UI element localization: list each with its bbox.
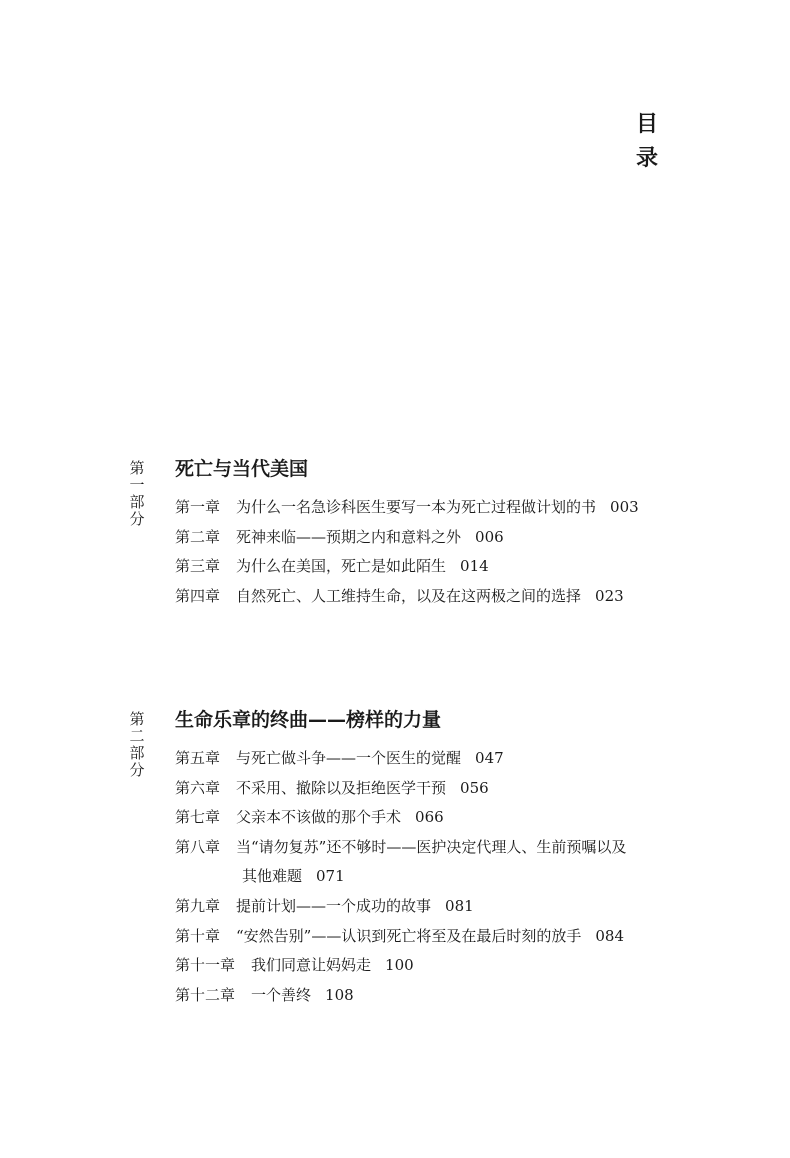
chapter-item[interactable] (175, 951, 626, 981)
chapter-number: 第五章 (175, 749, 221, 767)
chapter-item[interactable] (175, 981, 626, 1011)
chapter-page: 108 (325, 985, 354, 1004)
chapter-item[interactable] (175, 803, 626, 833)
chapter-page: 066 (415, 808, 444, 827)
chapter-title: “安然告别”——认识到死亡将至及在最后时刻的放手 (236, 926, 582, 945)
chapter-page: 047 (475, 749, 504, 767)
chapter-title: 与死亡做斗争——一个医生的觉醒 (236, 749, 462, 767)
chapter-number: 第十二章 (175, 985, 236, 1004)
chapter-item[interactable] (175, 582, 639, 612)
chapter-page: 014 (460, 557, 489, 576)
chapter-page: 084 (595, 926, 624, 945)
chapter-title: 死神来临——预期之内和意料之外 (236, 527, 462, 546)
chapter-number: 第十章 (175, 926, 221, 945)
part-label: 第 二 部 分 (129, 710, 145, 779)
chapter-title: 当“请勿复苏”还不够时——医护决定代理人、生前预嘱以及 (236, 837, 627, 856)
chapter-title: 父亲本不该做的那个手术 (236, 808, 402, 827)
chapter-number: 第十一章 (175, 956, 236, 975)
toc-title (634, 108, 660, 176)
toc-title-char: 目 (635, 112, 658, 137)
chapter-list (175, 493, 639, 611)
chapter-item[interactable] (175, 922, 626, 952)
chapter-item[interactable] (175, 744, 626, 774)
chapter-list (175, 744, 626, 1010)
chapter-item[interactable] (175, 774, 626, 804)
chapter-page: 056 (460, 778, 489, 797)
chapter-item[interactable] (175, 833, 626, 892)
chapter-item[interactable] (175, 493, 639, 523)
chapter-title: 为什么一名急诊科医生要写一本为死亡过程做计划的书 (236, 498, 597, 516)
chapter-title: 一个善终 (251, 985, 312, 1004)
chapter-page: 006 (475, 527, 504, 546)
chapter-number: 第九章 (175, 896, 221, 915)
part-title: 死亡与当代美国 (175, 458, 309, 480)
chapter-title: 我们同意让妈妈走 (251, 956, 372, 975)
chapter-number: 第八章 (175, 837, 221, 856)
chapter-number: 第二章 (175, 527, 221, 546)
chapter-page: 081 (445, 896, 474, 915)
part-title: 生命乐章的终曲——榜样的力量 (175, 709, 442, 731)
chapter-page: 023 (595, 586, 624, 605)
chapter-title-continued: 其他难题 071 (242, 867, 345, 886)
chapter-page: 003 (610, 498, 639, 516)
chapter-number: 第三章 (175, 557, 221, 576)
part-label: 第 一 部 分 (129, 459, 145, 528)
chapter-number: 第六章 (175, 778, 221, 797)
chapter-item[interactable] (175, 523, 639, 553)
chapter-number: 第一章 (175, 498, 221, 516)
chapter-item[interactable] (175, 892, 626, 922)
chapter-title: 提前计划——一个成功的故事 (236, 896, 432, 915)
chapter-title: 自然死亡、人工维持生命，以及在这两极之间的选择 (236, 586, 582, 605)
chapter-item[interactable] (175, 552, 639, 582)
chapter-number: 第七章 (175, 808, 221, 827)
chapter-title: 为什么在美国，死亡是如此陌生 (236, 557, 447, 576)
chapter-page: 100 (385, 956, 414, 975)
chapter-page: 071 (316, 867, 345, 886)
chapter-title: 不采用、撤除以及拒绝医学干预 (236, 778, 447, 797)
toc-title-char: 录 (635, 146, 658, 171)
chapter-number: 第四章 (175, 586, 221, 605)
